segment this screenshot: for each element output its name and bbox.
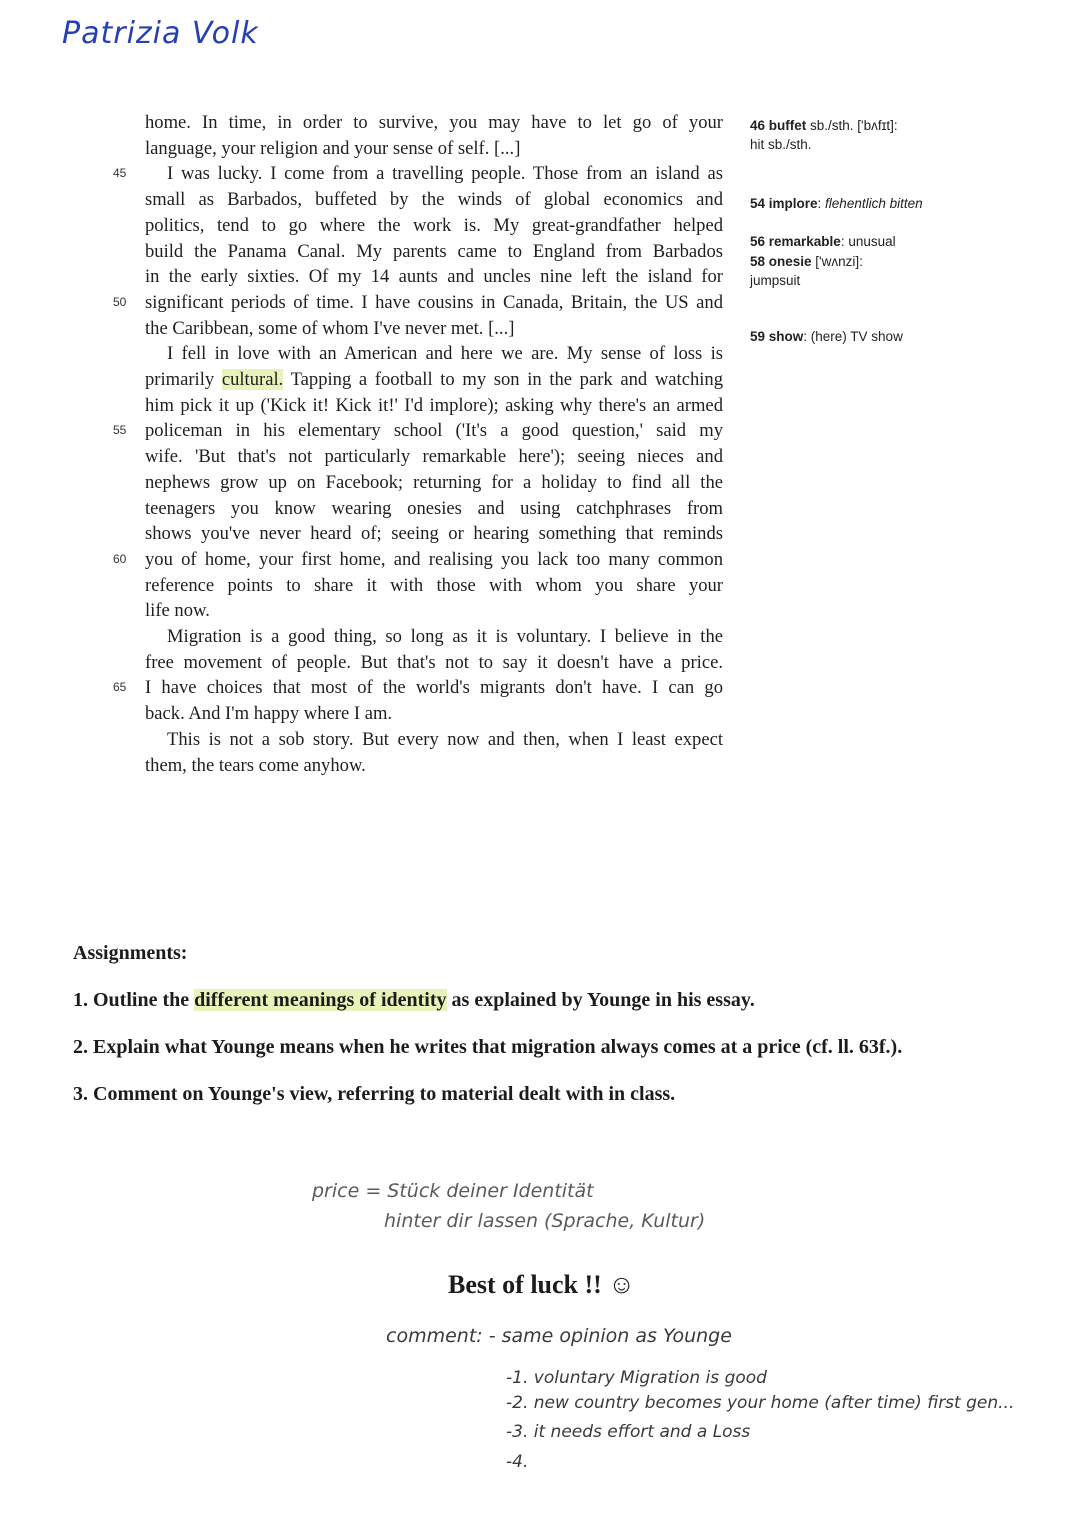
line-number: 50 — [113, 294, 127, 309]
essay-line: 55 policeman in his elementary school ('It's a good question,' said my — [113, 420, 723, 442]
assignment-3: 3. Comment on Younge's view, referring to material dealt with in class. — [73, 1083, 676, 1105]
glossary-entry: 56 remarkable: unusual — [750, 234, 896, 249]
glossary-entry: 59 show: (here) TV show — [750, 329, 903, 344]
glossary-entry: 46 buffet sb./sth. ['bʌfɪt]: hit sb./sth. — [750, 118, 898, 152]
handwritten-comment-2: -1. voluntary Migration is good — [506, 1368, 767, 1388]
glossary-entry: 58 onesie ['wʌnzi]: jumpsuit — [750, 254, 863, 288]
essay-line: shows you've never heard of; seeing or hearing something that reminds — [145, 523, 723, 545]
handwritten-note-price-1: price = Stück deiner Identität — [312, 1180, 594, 1202]
essay-line: politics, tend to go where the work is. My great-grandfather helped — [145, 214, 723, 236]
line-number: 45 — [113, 166, 127, 181]
essay-line: nephews grow up on Facebook; returning for a holiday to find all the — [145, 471, 723, 493]
assignment-1: 1. Outline the different meanings of identity as explained by Younge in his essay. — [73, 989, 755, 1011]
line-number: 65 — [113, 680, 127, 695]
handwritten-note-price-2: hinter dir lassen (Sprache, Kultur) — [384, 1210, 706, 1232]
handwritten-comment-5: -4. — [506, 1452, 529, 1472]
essay-line: the Caribbean, some of whom I've never met. [...] — [145, 317, 515, 339]
student-name: Patrizia Volk — [62, 16, 259, 51]
essay-line: primarily cultural. Tapping a football to my son in the park and watching — [145, 369, 724, 390]
essay-line: 50 significant periods of time. I have cousins in Canada, Britain, the US and — [113, 291, 723, 313]
essay-line: him pick it up ('Kick it! Kick it!' I'd implore); asking why there's an armed — [145, 394, 723, 416]
essay-line: life now. — [145, 600, 210, 622]
essay-line: free movement of people. But that's not to say it doesn't have a price. — [145, 651, 723, 673]
essay-line: 45 I was lucky. I come from a travelling people. Those from an island as — [113, 163, 723, 185]
essay-line: 60 you of home, your first home, and realising you lack too many common — [113, 548, 723, 570]
glossary-entry: 54 implore: flehentlich bitten — [750, 196, 923, 211]
line-number: 55 — [113, 423, 127, 438]
assignment-2: 2. Explain what Younge means when he writes that migration always comes at a price (cf. ll. 63f.). — [73, 1036, 903, 1058]
essay-line: home. In time, in order to survive, you may have to let go of your — [145, 112, 723, 133]
essay-line: Migration is a good thing, so long as it is voluntary. I believe in the — [167, 626, 723, 647]
essay-line: This is not a sob story. But every now and then, when I least expect — [167, 728, 723, 750]
essay-line: wife. 'But that's not particularly remarkable here'); seeing nieces and — [145, 446, 723, 468]
essay-line: I fell in love with an American and here we are. My sense of loss is — [167, 343, 723, 365]
highlight: different meanings of identity — [194, 989, 447, 1011]
essay-line: teenagers you know wearing onesies and using catchphrases from — [145, 497, 723, 519]
assignments-heading: Assignments: — [73, 942, 188, 964]
essay-line: 65 I have choices that most of the world's migrants don't have. I can go — [113, 677, 723, 699]
handwritten-comment-3: -2. new country becomes your home (after time) first gen... — [506, 1393, 1015, 1413]
essay-line: language, your religion and your sense of self. [...] — [145, 137, 521, 159]
handwritten-comment-4: -3. it needs effort and a Loss — [506, 1422, 751, 1442]
essay-line: in the early sixties. Of my 14 aunts and uncles nine left the island for — [145, 266, 723, 288]
essay-line: small as Barbados, buffeted by the winds of global economics and — [145, 189, 723, 211]
handwritten-comment-1: comment: - same opinion as Younge — [386, 1325, 732, 1347]
highlight: cultural. — [221, 369, 284, 390]
closing-line: Best of luck !! ☺ — [448, 1270, 635, 1299]
essay-line: reference points to share it with those with whom you share your — [145, 574, 723, 596]
essay-line: build the Panama Canal. My parents came to England from Barbados — [145, 240, 723, 262]
essay-line: back. And I'm happy where I am. — [145, 703, 393, 725]
essay-line: them, the tears come anyhow. — [145, 754, 366, 776]
line-number: 60 — [113, 551, 127, 566]
